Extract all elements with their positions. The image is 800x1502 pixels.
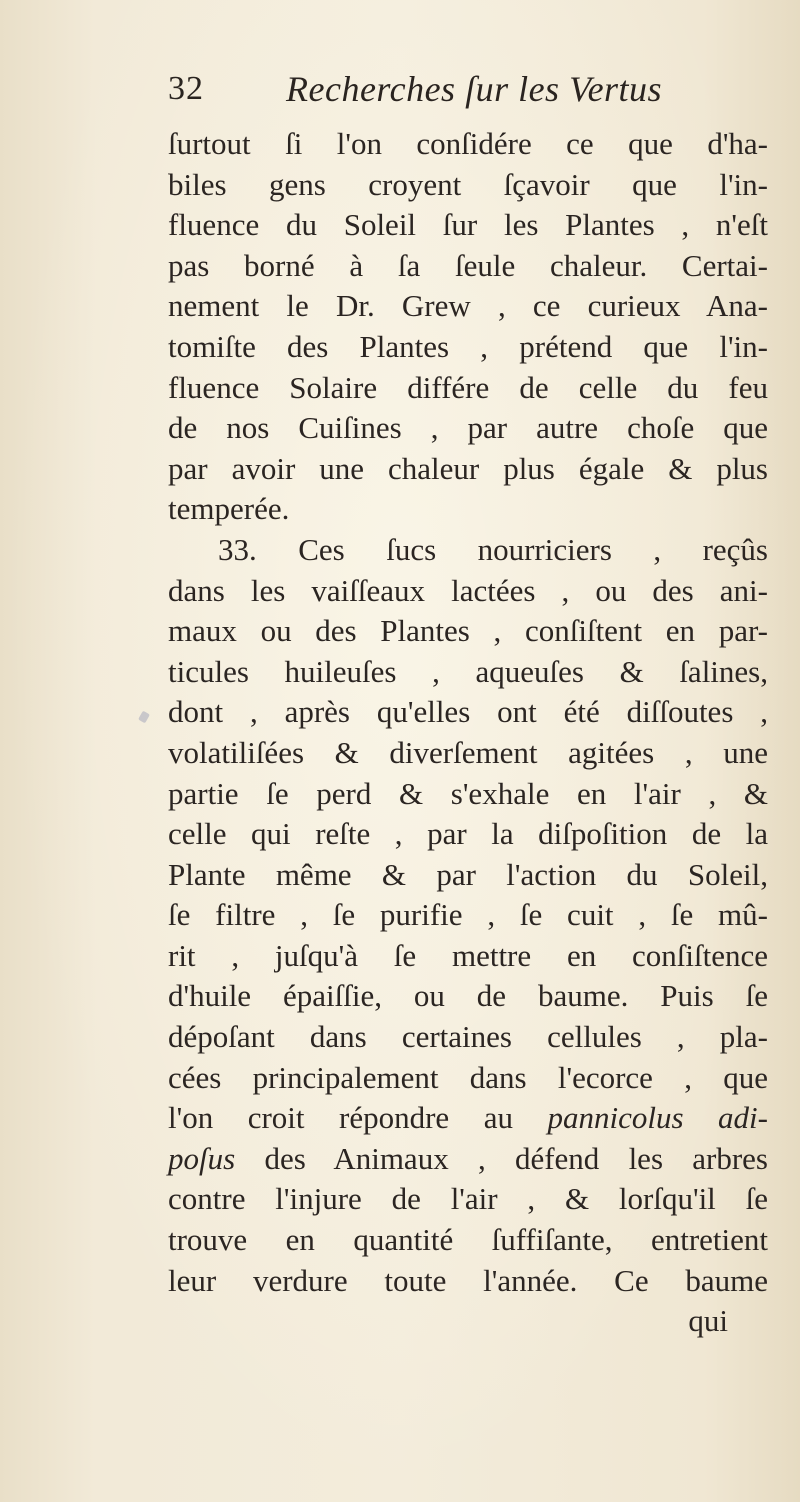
text-line-with-italic — [168, 1098, 768, 1139]
text-line: ſe filtre , ſe purifie , ſe cuit , ſe mû- — [168, 897, 768, 933]
text-line: ſurtout ſi l'on conſidére ce que d'ha- — [168, 126, 768, 161]
text-line: cées principalement dans l'ecorce , que — [168, 1059, 768, 1095]
text-line: tomiſte des Plantes , prétend que l'in- — [168, 328, 768, 364]
text-line: partie ſe perd & s'exhale en l'air , & — [168, 775, 768, 811]
text-line: pas borné à ſa ſeule chaleur. Certai- — [168, 247, 768, 283]
italic-term: poſus — [168, 1140, 236, 1176]
paragraph-start-line: 33. Ces ſucs nourriciers , reçûs — [218, 531, 768, 567]
text-line: fluence Solaire différe de celle du feu — [168, 369, 768, 405]
text-line: maux ou des Plantes , conſiſtent en par- — [168, 613, 768, 649]
text-line: leur verdure toute l'année. Ce baume — [168, 1262, 768, 1298]
italic-term: pannicolus adi- — [547, 1100, 768, 1136]
text-segment: l'on croit répondre au — [168, 1100, 548, 1136]
paper-speck — [138, 711, 150, 724]
text-segment: des Animaux , défend les arbres — [235, 1140, 768, 1176]
text-line: biles gens croyent ſçavoir que l'in- — [168, 166, 768, 202]
text-line: volatiliſées & diverſement agitées , une — [168, 734, 768, 770]
text-line: de nos Cuiſines , par autre choſe que — [168, 410, 768, 446]
catchword: qui — [688, 1303, 728, 1339]
text-line: trouve en quantité ſuffiſante, entretient — [168, 1222, 768, 1258]
text-line: d'huile épaiſſie, ou de baume. Puis ſe — [168, 978, 768, 1014]
text-line: dépoſant dans certaines cellules , pla- — [168, 1019, 768, 1055]
body-text — [168, 124, 768, 1342]
text-line: Plante même & par l'action du Soleil, — [168, 856, 768, 892]
text-line: par avoir une chaleur plus égale & plus — [168, 450, 768, 486]
text-line: nement le Dr. Grew , ce curieux Ana- — [168, 288, 768, 324]
text-line-with-italic — [168, 1139, 768, 1180]
running-title: Recherches ſur les Vertus — [286, 69, 663, 109]
page-number: 32 — [168, 70, 204, 107]
page-header — [168, 66, 688, 116]
text-line: temperée. — [168, 491, 290, 527]
text-line: dont , après qu'elles ont été diſſoutes , — [168, 694, 768, 730]
text-line: fluence du Soleil ſur les Plantes , n'eſt — [168, 207, 768, 243]
text-line: dans les vaiſſeaux lactées , ou des ani- — [168, 572, 768, 608]
text-line: celle qui reſte , par la diſpoſition de la — [168, 816, 768, 852]
text-line: rit , juſqu'à ſe mettre en conſiſtence — [168, 937, 768, 973]
text-line: contre l'injure de l'air , & lorſqu'il ſe — [168, 1181, 768, 1217]
text-line: ticules huileuſes , aqueuſes & ſalines, — [168, 653, 768, 689]
